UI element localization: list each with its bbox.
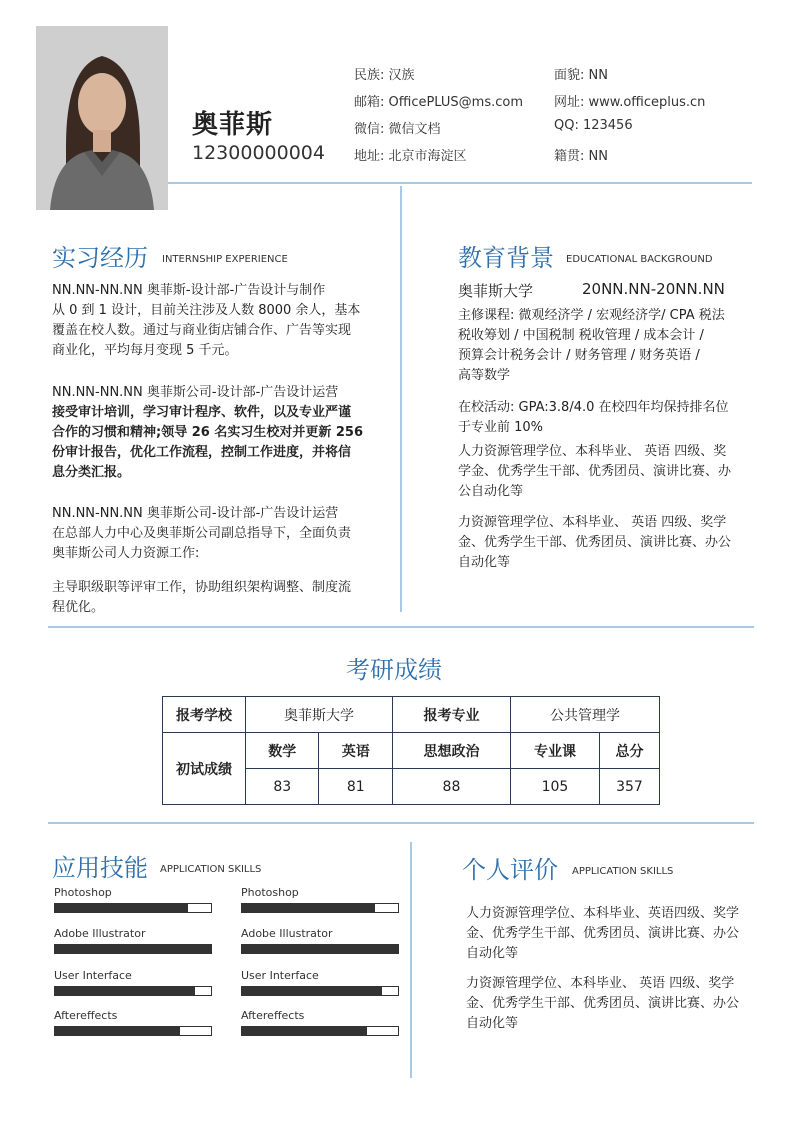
info-wechat: 微信: 微信文档 (354, 122, 441, 137)
school-period: 20NN.NN-20NN.NN (582, 280, 725, 298)
entry-heading: NN.NN-NN.NN 奥菲斯-设计部-广告设计与制作 (52, 283, 326, 298)
candidate-name: 奥菲斯 (192, 110, 274, 140)
skill-item (54, 886, 212, 913)
internship-entry (52, 578, 382, 618)
entry-line: 份审计报告，优化工作流程，控制工作进度，并将信 (52, 445, 352, 460)
entry-line: 商业化，平均每月变现 5 千元。 (52, 343, 238, 358)
skill-bar-fill (55, 904, 188, 912)
skill-bar-fill (242, 987, 382, 995)
table-cell: 105 (510, 769, 599, 805)
evaluation-title: 个人评价 (462, 856, 558, 884)
header-divider (168, 182, 752, 184)
entry-heading: NN.NN-NN.NN 奥菲斯公司-设计部-广告设计运营 (52, 506, 339, 521)
skill-bar-fill (242, 904, 375, 912)
skill-item (241, 927, 399, 954)
table-cell: 81 (319, 769, 392, 805)
skill-item (241, 969, 399, 996)
honors-line: 公自动化等 (458, 484, 524, 499)
column-divider-bottom (410, 842, 412, 1078)
table-cell: 初试成绩 (163, 733, 246, 805)
courses-line: 主修课程: 微观经济学 / 宏观经济学/ CPA 税法 (458, 308, 725, 323)
table-cell: 专业课 (510, 733, 599, 769)
skill-label: Aftereffects (241, 1009, 305, 1022)
info-website: 网址: www.officeplus.cn (554, 95, 706, 110)
skill-item (54, 1009, 212, 1036)
courses-line: 预算会计税务会计 / 财务管理 / 财务英语 / (458, 348, 700, 363)
skill-bar (241, 1026, 399, 1036)
column-divider-top (400, 186, 402, 612)
table-cell: 思想政治 (392, 733, 510, 769)
honors-line: 学金、优秀学生干部、优秀团员、演讲比赛、办 (458, 464, 732, 479)
skill-bar (54, 986, 212, 996)
internship-entry (52, 281, 382, 361)
internship-subtitle: INTERNSHIP EXPERIENCE (162, 254, 288, 265)
evaluation-paragraph (466, 904, 756, 964)
courses (458, 306, 754, 386)
internship-entry (52, 504, 382, 564)
skill-item (241, 886, 399, 913)
table-cell: 88 (392, 769, 510, 805)
evaluation-line: 力资源管理学位、本科毕业、 英语 四级、奖学 (466, 976, 735, 991)
section-divider-1 (48, 626, 754, 628)
skill-label: Aftereffects (54, 1009, 118, 1022)
phone-number: 12300000004 (192, 142, 325, 164)
skills-title: 应用技能 (52, 854, 148, 882)
skill-label: Adobe Illustrator (241, 927, 333, 940)
table-cell: 奥菲斯大学 (246, 697, 393, 733)
entry-line: 主导职级职等评审工作，协助组织架构调整、制度流 (52, 580, 352, 595)
internship-title: 实习经历 (52, 244, 148, 272)
skill-label: Photoshop (241, 886, 299, 899)
internship-entry (52, 383, 382, 483)
skill-bar (241, 903, 399, 913)
table-cell: 英语 (319, 733, 392, 769)
skill-item (54, 927, 212, 954)
table-cell: 报考专业 (392, 697, 510, 733)
section-divider-2 (48, 822, 754, 824)
info-address: 地址: 北京市海淀区 (354, 149, 467, 164)
skill-bar-fill (55, 1027, 180, 1035)
info-email: 邮箱: OfficePLUS@ms.com (354, 95, 523, 110)
evaluation-subtitle: APPLICATION SKILLS (572, 866, 674, 877)
evaluation-line: 金、优秀学生干部、优秀团员、演讲比赛、办公 (466, 996, 740, 1011)
honors-line: 自动化等 (458, 555, 511, 570)
table-cell: 总分 (599, 733, 659, 769)
skill-bar-fill (55, 987, 195, 995)
skill-bar-fill (55, 945, 211, 953)
skill-bar (241, 986, 399, 996)
courses-line: 税收筹划 / 中国税制 税收管理 / 成本会计 / (458, 328, 704, 343)
entry-line: 程优化。 (52, 600, 105, 615)
skill-item (54, 969, 212, 996)
honors-line: 力资源管理学位、本科毕业、 英语 四级、奖学 (458, 515, 727, 530)
entry-line: 奥菲斯公司人力资源工作: (52, 546, 200, 561)
entry-line: 覆盖在校人数。通过与商业街店铺合作、广告等实现 (52, 323, 352, 338)
skill-label: Adobe Illustrator (54, 927, 146, 940)
activities-line: 于专业前 10% (458, 420, 544, 435)
honors (458, 513, 754, 573)
skill-label: User Interface (54, 969, 132, 982)
education-title: 教育背景 (458, 244, 554, 272)
entry-line: 息分类汇报。 (52, 465, 131, 480)
skill-bar (241, 944, 399, 954)
school-name: 奥菲斯大学 (458, 282, 534, 300)
entry-line: 接受审计培训，学习审计程序、软件，以及专业严谨 (52, 405, 352, 420)
honors-line: 人力资源管理学位、本科毕业、 英语 四级、奖 (458, 444, 727, 459)
skill-bar-fill (242, 945, 398, 953)
skill-bar (54, 1026, 212, 1036)
evaluation-line: 自动化等 (466, 1016, 519, 1031)
entry-line: 合作的习惯和精神;领导 26 名实习生校对并更新 256 (52, 425, 364, 440)
skill-label: User Interface (241, 969, 319, 982)
activities-line: 在校活动: GPA:3.8/4.0 在校四年均保持排名位 (458, 400, 729, 415)
exam-score-table (162, 696, 660, 805)
entry-heading: NN.NN-NN.NN 奥菲斯公司-设计部-广告设计运营 (52, 385, 339, 400)
skill-bar (54, 944, 212, 954)
table-cell: 357 (599, 769, 659, 805)
evaluation-line: 自动化等 (466, 946, 519, 961)
exam-title: 考研成绩 (346, 656, 442, 684)
honors (458, 442, 754, 502)
skill-item (241, 1009, 399, 1036)
evaluation-paragraph (466, 974, 756, 1034)
info-ethnicity: 民族: 汉族 (354, 68, 415, 83)
activities (458, 398, 754, 438)
table-cell: 公共管理学 (510, 697, 659, 733)
skill-bar (54, 903, 212, 913)
table-row (163, 697, 660, 733)
table-row (163, 733, 660, 769)
info-qq: QQ: 123456 (554, 118, 633, 133)
entry-line: 在总部人力中心及奥菲斯公司副总指导下，全面负责 (52, 526, 352, 541)
courses-line: 高等数学 (458, 368, 511, 383)
table-cell: 数学 (246, 733, 319, 769)
skills-subtitle: APPLICATION SKILLS (160, 864, 262, 875)
table-cell: 83 (246, 769, 319, 805)
info-political: 面貌: NN (554, 68, 608, 83)
skill-bar-fill (242, 1027, 367, 1035)
evaluation-line: 金、优秀学生干部、优秀团员、演讲比赛、办公 (466, 926, 740, 941)
entry-line: 从 0 到 1 设计，目前关注涉及人数 8000 余人，基本 (52, 303, 361, 318)
education-subtitle: EDUCATIONAL BACKGROUND (566, 254, 713, 265)
evaluation-line: 人力资源管理学位、本科毕业、英语四级、奖学 (466, 906, 740, 921)
skill-label: Photoshop (54, 886, 112, 899)
honors-line: 金、优秀学生干部、优秀团员、演讲比赛、办公 (458, 535, 732, 550)
profile-photo (36, 26, 168, 210)
info-hometown: 籍贯: NN (554, 149, 608, 164)
table-cell: 报考学校 (163, 697, 246, 733)
